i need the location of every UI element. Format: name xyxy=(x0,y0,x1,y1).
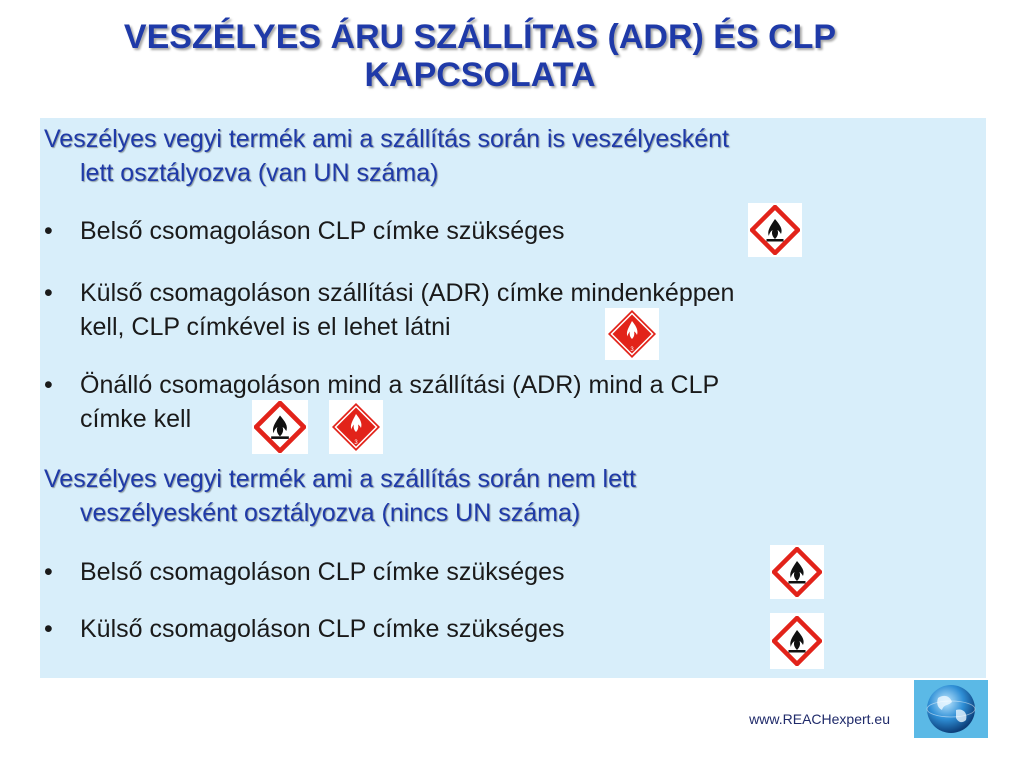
slide-title-line-2: KAPCSOLATA xyxy=(364,56,596,94)
footer-url: www.REACHexpert.eu xyxy=(749,711,890,727)
bullet-3-line-1: Önálló csomagoláson mind a szállítási (ADR) mind a CLP xyxy=(80,371,720,399)
slide-title xyxy=(40,18,920,94)
bullet-outer-packaging-adr xyxy=(44,276,984,346)
section-heading-1-line-2: lett osztályozva (van UN száma) xyxy=(80,159,439,187)
bullet-dot: • xyxy=(44,279,53,307)
bullet-4-text: Belső csomagoláson CLP címke szükséges xyxy=(80,558,565,586)
section-heading-2-line-1: Veszélyes vegyi termék ami a szállítás során nem lett xyxy=(44,465,636,493)
ghs-flammable-pictogram-icon xyxy=(252,400,308,454)
adr-class-number: 3 xyxy=(354,440,358,446)
ghs-flammable-pictogram-icon xyxy=(770,545,824,599)
adr-class-number: 3 xyxy=(630,347,634,353)
bullet-dot: • xyxy=(44,217,53,245)
bullet-3-line-2: címke kell xyxy=(80,405,192,433)
bullet-dot: • xyxy=(44,558,53,586)
bullet-2-line-1: Külső csomagoláson szállítási (ADR) címke mindenképpen xyxy=(80,279,735,307)
bullet-dot: • xyxy=(44,615,53,643)
adr-class-3-flammable-liquid-label-icon xyxy=(329,400,383,454)
slide-title-line-1: VESZÉLYES ÁRU SZÁLLÍTAS (ADR) ÉS CLP xyxy=(123,18,837,56)
bullet-2-line-2: kell, CLP címkével is el lehet látni xyxy=(80,313,451,341)
globe-logo-icon xyxy=(914,680,988,738)
adr-class-3-flammable-liquid-label-icon xyxy=(605,308,659,360)
bullet-standalone-packaging xyxy=(44,368,984,438)
section-heading-2-line-2: veszélyesként osztályozva (nincs UN száma) xyxy=(80,499,581,527)
bullet-dot: • xyxy=(44,371,53,399)
bullet-1-text: Belső csomagoláson CLP címke szükséges xyxy=(80,217,565,245)
section-heading-with-un-number xyxy=(44,122,984,190)
section-heading-without-un-number xyxy=(44,462,984,530)
bullet-5-text: Külső csomagoláson CLP címke szükséges xyxy=(80,615,565,643)
ghs-flammable-pictogram-icon xyxy=(770,613,824,669)
section-heading-1-line-1: Veszélyes vegyi termék ami a szállítás során is veszélyesként xyxy=(44,125,729,153)
ghs-flammable-pictogram-icon xyxy=(748,203,802,257)
